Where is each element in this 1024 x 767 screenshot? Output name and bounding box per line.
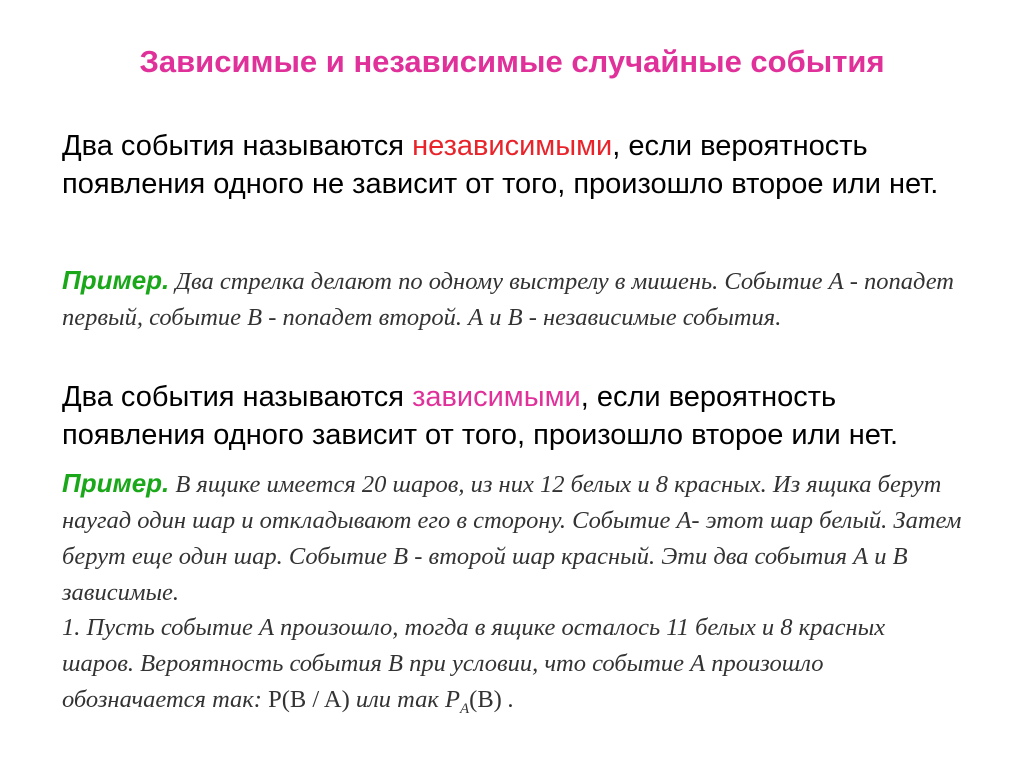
example-label: Пример.: [62, 468, 170, 498]
definition-dependent-lead: Два события называются: [62, 381, 413, 413]
example-independent-text: Два стрелка делают по одному выстрелу в мишень. Событие А - попадет первый, событие В - попадет второй. А и В - независимые события.: [62, 268, 954, 331]
conditional-probability-note: [62, 610, 962, 727]
definition-independent-rest: , если вероятность появления одного не зависит от того, произошло второе или нет.: [62, 130, 939, 200]
note-middle: или так: [349, 686, 446, 713]
note-text: 1. Пусть событие А произошло, тогда в ящике осталось 11 белых и 8 красных шаров. Вероятность события В при условии, что событие А произошло обозначается так:: [62, 614, 886, 713]
formula-conditional: P(B / A): [268, 686, 350, 713]
definition-dependent-rest: , если вероятность появления одного зависит от того, произошло второе или нет.: [62, 381, 899, 451]
note-end: .: [501, 686, 515, 713]
formula-subscript-arg: (B): [469, 686, 502, 713]
definition-independent: [62, 127, 982, 203]
formula-subscript-main: P: [445, 686, 460, 713]
slide-title: Зависимые и независимые случайные события: [139, 44, 885, 79]
formula-subscript: [445, 686, 502, 717]
example-dependent: [62, 465, 962, 611]
formula-subscript-index: A: [459, 701, 470, 717]
term-dependent: зависимыми: [412, 381, 581, 413]
term-independent: независимыми: [412, 130, 613, 162]
definition-independent-lead: Два события называются: [62, 130, 413, 162]
example-label: Пример.: [62, 265, 170, 295]
example-independent: [62, 262, 962, 336]
example-dependent-text: В ящике имеется 20 шаров, из них 12 белых и 8 красных. Из ящика берут наугад один шар и откладывают его в сторону. Событие А- этот шар белый. Затем берут еще один шар. Событие В - второй шар красный. Эти два события А и В зависимые.: [62, 471, 962, 606]
definition-dependent: [62, 378, 982, 454]
